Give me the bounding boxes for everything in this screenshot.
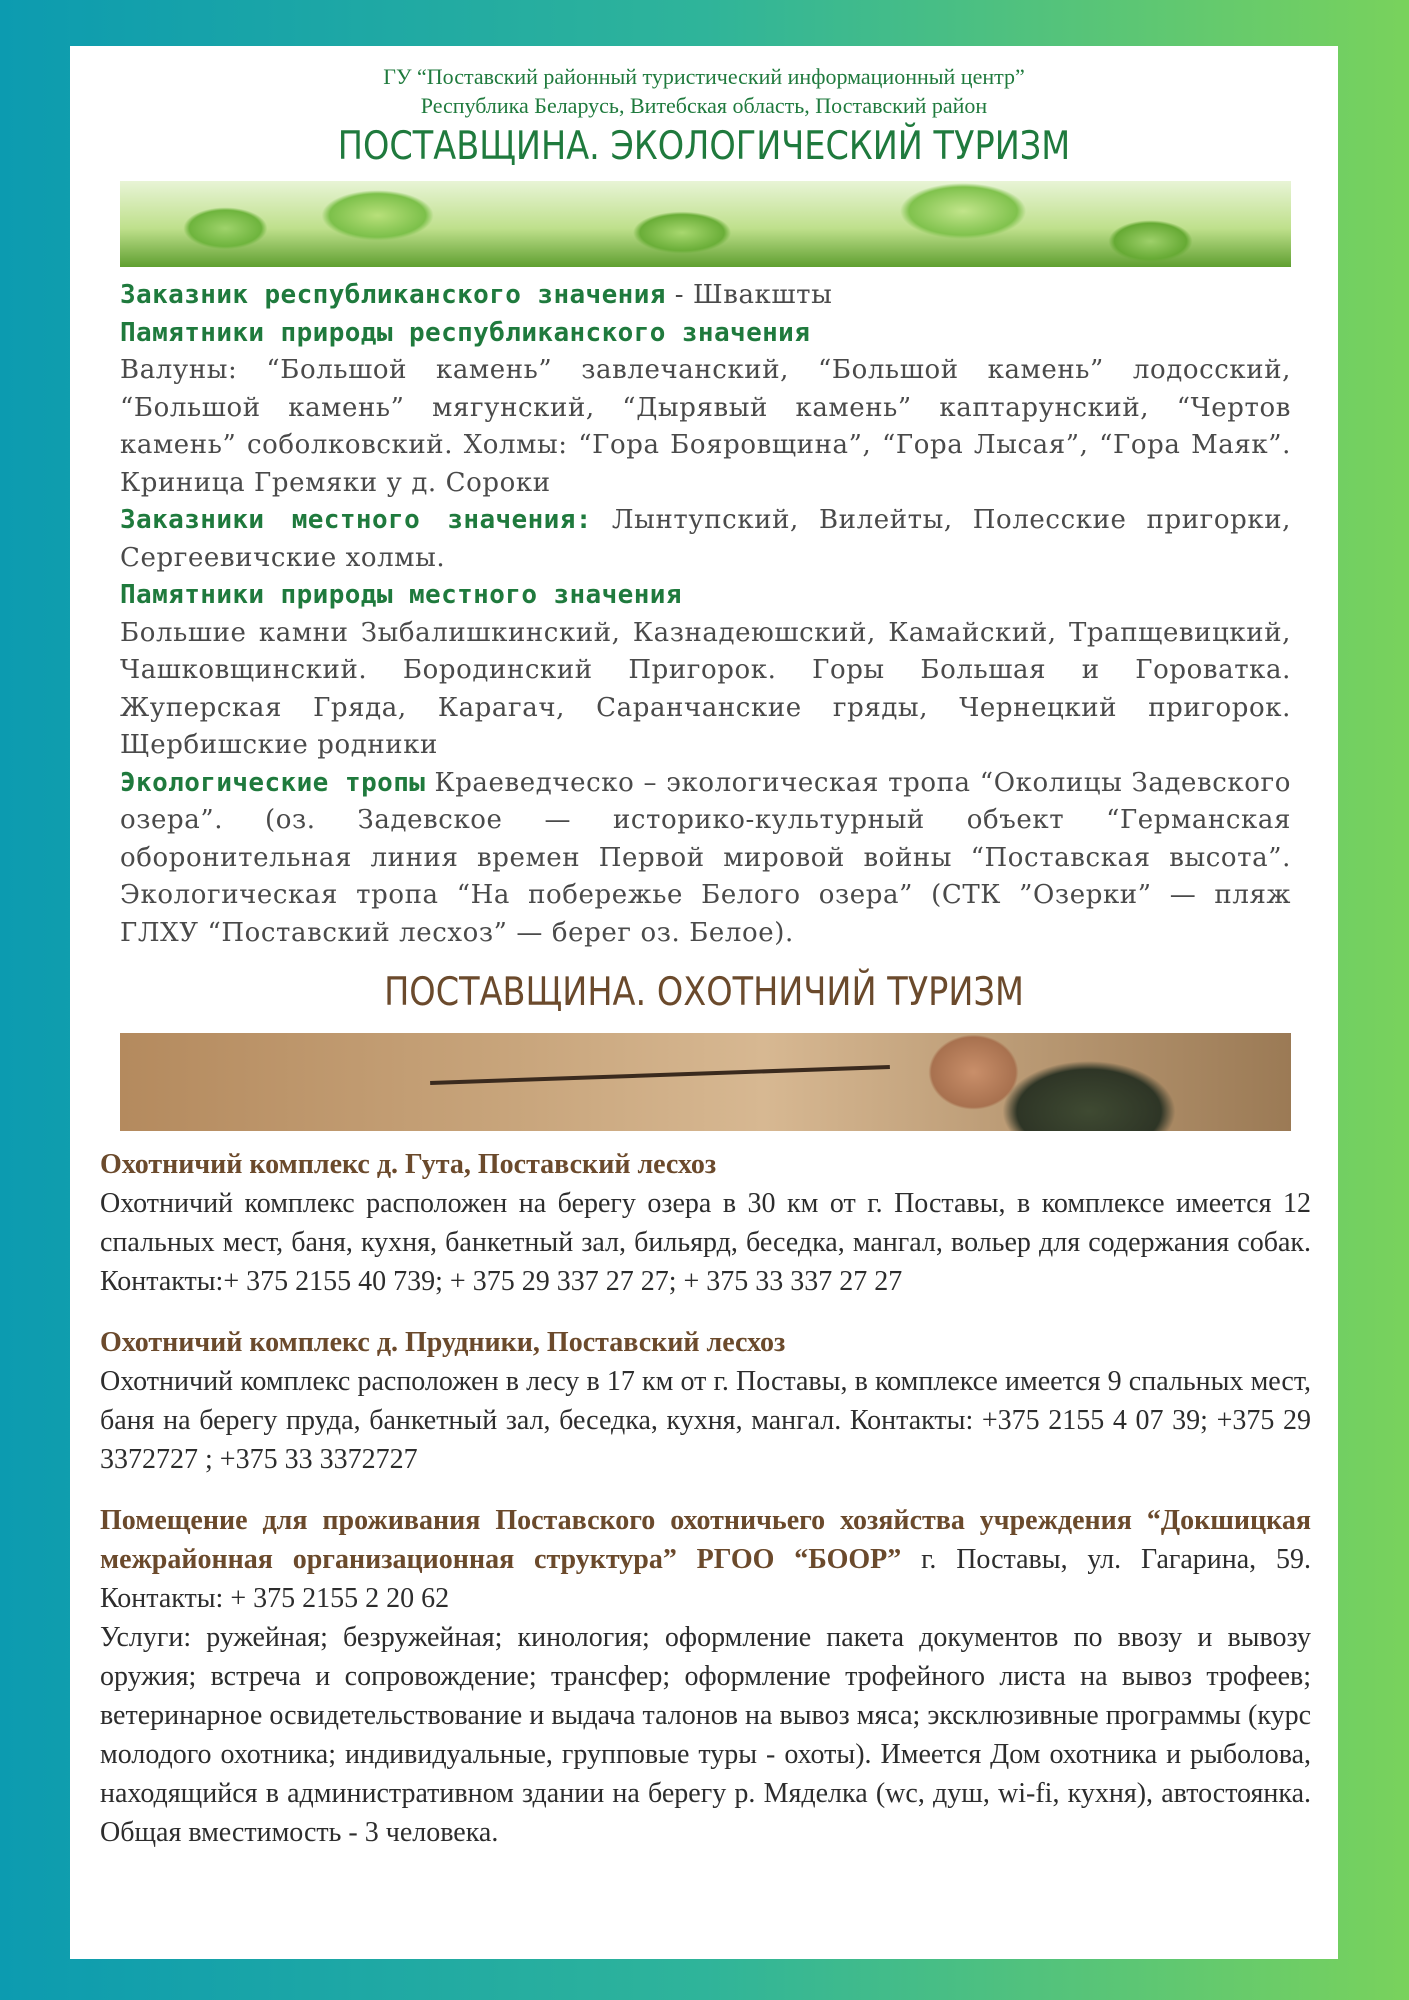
boor-paragraph bbox=[100, 1501, 1311, 1618]
spacer bbox=[100, 1479, 1311, 1501]
eco-heading-monuments-local bbox=[120, 577, 1291, 615]
guta-heading-text: Охотничий комплекс д. Гута, Поставский лесхоз bbox=[100, 1149, 717, 1180]
prudniki-text: Охотничий комплекс расположен в лесу в 17 км от г. Поставы, в комплексе имеется 9 спальных мест, баня на берегу пруда, банкетный зал, беседка, кухня, мангал. Контакты: +375 2155 4 07 39; +375 29 3372727 ; +375 33 3372727 bbox=[100, 1366, 1311, 1475]
bow-arrow-shape bbox=[430, 1065, 890, 1085]
monuments-local-heading: Памятники природы местного значения bbox=[120, 580, 682, 610]
monuments-rep-text: Валуны: “Большой камень” завлечанский, “Большой камень” лодосский, “Большой камень” мягунский, “Дырявый камень” каптарунский, “Чертов камень” соболковский. Холмы: “Гора Бояровщина”, “Гора Лысая”, “Гора Маяк”. Криница Гремяки у д. Сороки bbox=[120, 355, 1291, 498]
org-name: ГУ “Поставский районный туристический информационный центр” bbox=[383, 64, 1025, 89]
eco-paragraph-reserve bbox=[120, 277, 1291, 315]
org-location: Республика Беларусь, Витебская область, Поставский район bbox=[420, 93, 988, 118]
hunting-section bbox=[100, 1145, 1311, 1852]
guta-heading bbox=[100, 1145, 1311, 1184]
local-reserves-text: Лынтупский, Вилейты, Полесские пригорки, Сергеевичские холмы. bbox=[120, 505, 1291, 573]
boor-address: г. Поставы, ул. Гагарина, 59. Контакты: + 375 2155 2 20 62 bbox=[100, 1544, 1312, 1614]
eco-heading-monuments-rep bbox=[120, 315, 1291, 353]
organization-header bbox=[70, 62, 1338, 120]
spacer bbox=[100, 1301, 1311, 1323]
boor-services: Услуги: ружейная; безружейная; кинология; оформление пакета документов по ввозу и вывозу оружия; встреча и сопровождение; трансфер; оформление трофейного листа на вывоз трофеев; ветеринарное освидетельствование и выдача талонов на вывоз мяса; эксклюзивные программы (курс молодого охотника; индивидуальные, групповые туры - охоты). Имеется Дом охотника и рыболова, находящийся в административном здании на берегу р. Мяделка (wc, душ, wi-fi, кухня), автостоянка. Общая вместимость - 3 человека. bbox=[100, 1622, 1311, 1848]
leaves-banner-image bbox=[120, 181, 1291, 267]
reserve-text: - Швакшты bbox=[665, 280, 833, 310]
prudniki-heading bbox=[100, 1323, 1311, 1362]
trails-heading: Экологические тропы bbox=[120, 767, 426, 798]
page bbox=[70, 46, 1338, 1959]
local-reserves-heading: Заказники местного значения: bbox=[120, 505, 592, 535]
eco-paragraph-local-reserves bbox=[120, 502, 1291, 577]
boor-heading: Помещение для проживания Поставского охотничьего хозяйства учреждения “Докшицкая межрайонная организационная структура” РГОО “БООР” bbox=[100, 1505, 1311, 1575]
reserve-heading: Заказник республиканского значения bbox=[120, 280, 666, 310]
guta-text: Охотничий комплекс расположен на берегу озера в 30 км от г. Поставы, в комплексе имеется 12 спальных мест, баня, кухня, банкетный зал, бильярд, беседка, мангал, вольер для содержания собак. Контакты:+ 375 2155 40 739; + 375 29 337 27 27; + 375 33 337 27 27 bbox=[100, 1188, 1311, 1297]
eco-paragraph-trails bbox=[120, 765, 1291, 953]
trails-text: Краеведческо – экологическая тропа “Околицы Задевского озера”. (оз. Задевское — историко-культурный объект “Германская оборонительная линия времен Первой мировой войны “Поставская высота”. Экологическая тропа “На побережье Белого озера” (СТК ”Озерки” — пляж ГЛХУ “Поставский лесхоз” — берег оз. Белое). bbox=[120, 767, 1291, 948]
monuments-rep-heading: Памятники природы республиканского значения bbox=[120, 317, 811, 348]
eco-tourism-section bbox=[120, 277, 1291, 952]
hunter-figure-shape bbox=[891, 1033, 1221, 1131]
hunting-tourism-title: ПОСТАВЩИНА. ОХОТНИЧИЙ ТУРИЗМ bbox=[384, 970, 1024, 1015]
prudniki-heading-text: Охотничий комплекс д. Прудники, Поставский лесхоз bbox=[100, 1327, 786, 1358]
hunter-banner-image bbox=[120, 1033, 1291, 1131]
monuments-local-text: Большие камни Зыбалишкинский, Казнадеюшский, Камайский, Трапщевицкий, Чашковщинский. Бородинский Пригорок. Горы Большая и Гороватка. Жуперская Гряда, Карагач, Саранчанские гряды, Чернецкий пригорок. Щербишские родники bbox=[120, 617, 1291, 760]
eco-tourism-title: ПОСТАВЩИНА. ЭКОЛОГИЧЕСКИЙ ТУРИЗМ bbox=[337, 124, 1071, 169]
